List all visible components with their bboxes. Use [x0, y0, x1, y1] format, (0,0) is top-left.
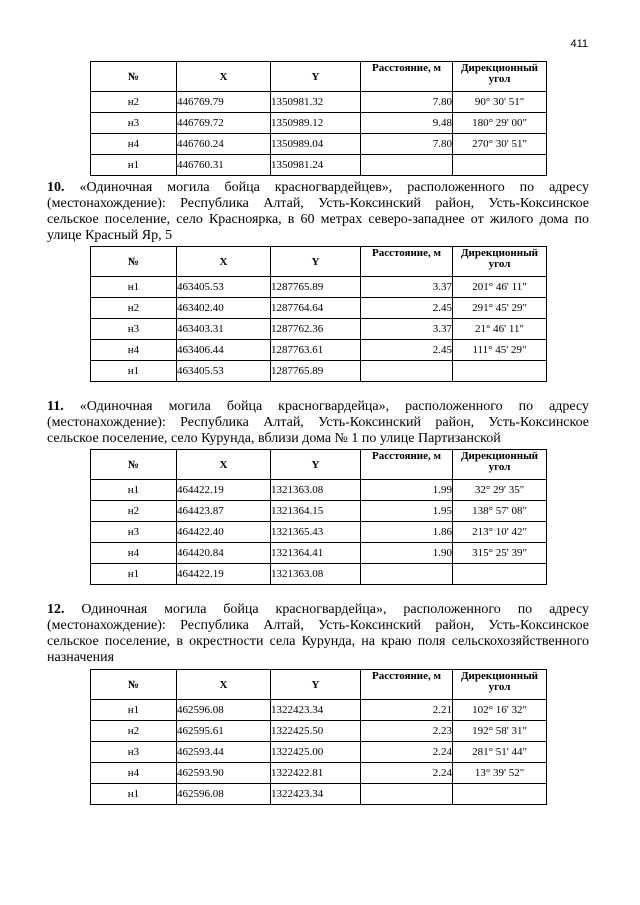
section-10	[47, 180, 589, 244]
header-no: №	[91, 247, 177, 277]
point-number-cell: н2	[91, 298, 177, 319]
point-number-cell: н1	[91, 564, 177, 585]
header-no: №	[91, 62, 177, 92]
x-coordinate-cell: 464420.84	[177, 543, 271, 564]
table-row	[91, 298, 547, 319]
header-x: X	[177, 62, 271, 92]
x-coordinate-cell: 462596.08	[177, 700, 271, 721]
header-distance: Расстояние, м	[361, 247, 453, 277]
section-11	[47, 399, 589, 447]
point-number-cell: н3	[91, 113, 177, 134]
header-angle: Дирекционный угол	[453, 247, 547, 277]
section-text-line: (местонахождение): Республика Алтай, Усть-Коксинский район, Усть-Коксинское	[47, 196, 589, 211]
x-coordinate-cell: 464423.87	[177, 501, 271, 522]
point-number-cell: н1	[91, 700, 177, 721]
x-coordinate-cell: 463402.40	[177, 298, 271, 319]
y-coordinate-cell: 1321364.41	[271, 543, 361, 564]
section-text-line: сельское поселение, в окрестности села Курунда, на краю поля	[47, 634, 446, 649]
header-y: Y	[271, 62, 361, 92]
header-no: №	[91, 670, 177, 700]
y-coordinate-cell: 1287763.61	[271, 340, 361, 361]
point-number-cell: н1	[91, 361, 177, 382]
coordinates-table-0	[90, 61, 547, 176]
section-text-line: сельское поселение, село Красноярка, в 60 метрах северо-западнее от жилого дома	[47, 212, 569, 227]
distance-cell: 3.37	[361, 277, 453, 298]
table-row	[91, 784, 547, 805]
header-y: Y	[271, 247, 361, 277]
y-coordinate-cell: 1321365.43	[271, 522, 361, 543]
section-text-line: по улице Красный Яр, 5	[47, 212, 589, 243]
distance-cell: 2.21	[361, 700, 453, 721]
direction-angle-cell	[453, 564, 547, 585]
point-number-cell: н4	[91, 134, 177, 155]
coordinates-table-11	[90, 449, 547, 585]
direction-angle-cell: 213° 10' 42"	[453, 522, 547, 543]
point-number-cell: н2	[91, 501, 177, 522]
y-coordinate-cell: 1322425.00	[271, 742, 361, 763]
distance-cell	[361, 564, 453, 585]
distance-cell	[361, 361, 453, 382]
direction-angle-cell: 281° 51' 44"	[453, 742, 547, 763]
y-coordinate-cell: 1350981.24	[271, 155, 361, 176]
section-text-line: сельское поселение, село Курунда, вблизи дома № 1 по улице Партизанской	[47, 431, 501, 446]
table-row	[91, 700, 547, 721]
point-number-cell: н2	[91, 721, 177, 742]
table-row	[91, 742, 547, 763]
y-coordinate-cell: 1287765.89	[271, 361, 361, 382]
section-text-line: (местонахождение): Республика Алтай, Усть-Коксинский район, Усть-Коксинское	[47, 415, 589, 430]
section-text-line: сельскохозяйственного назначения	[47, 634, 590, 665]
header-x: X	[177, 247, 271, 277]
point-number-cell: н1	[91, 480, 177, 501]
table-row	[91, 92, 547, 113]
header-angle: Дирекционный угол	[453, 670, 547, 700]
direction-angle-cell: 180° 29' 00"	[453, 113, 547, 134]
y-coordinate-cell: 1322425.50	[271, 721, 361, 742]
point-number-cell: н2	[91, 92, 177, 113]
x-coordinate-cell: 446769.79	[177, 92, 271, 113]
y-coordinate-cell: 1350989.04	[271, 134, 361, 155]
distance-cell: 2.24	[361, 742, 453, 763]
section-number: 12.	[47, 602, 65, 617]
y-coordinate-cell: 1350989.12	[271, 113, 361, 134]
x-coordinate-cell: 464422.19	[177, 480, 271, 501]
y-coordinate-cell: 1321363.08	[271, 564, 361, 585]
direction-angle-cell: 13° 39' 52"	[453, 763, 547, 784]
distance-cell: 2.24	[361, 763, 453, 784]
section-number: 10.	[47, 180, 65, 195]
header-no: №	[91, 450, 177, 480]
x-coordinate-cell: 446760.31	[177, 155, 271, 176]
header-x: X	[177, 450, 271, 480]
y-coordinate-cell: 1322423.34	[271, 784, 361, 805]
page-number: 411	[570, 38, 588, 50]
x-coordinate-cell: 464422.19	[177, 564, 271, 585]
header-distance: Расстояние, м	[361, 670, 453, 700]
distance-cell	[361, 784, 453, 805]
table-row	[91, 134, 547, 155]
point-number-cell: н3	[91, 742, 177, 763]
header-x: X	[177, 670, 271, 700]
direction-angle-cell: 111° 45' 29"	[453, 340, 547, 361]
x-coordinate-cell: 462596.08	[177, 784, 271, 805]
point-number-cell: н4	[91, 763, 177, 784]
table-row	[91, 155, 547, 176]
section-text-line: Одиночная могила бойца красногвардейца», расположенного по адресу	[81, 602, 589, 617]
table-header-row	[91, 62, 547, 92]
section-text-line: «Одиночная могила бойца красногвардейцев», расположенного по адресу	[79, 180, 590, 195]
y-coordinate-cell: 1287765.89	[271, 277, 361, 298]
point-number-cell: н1	[91, 155, 177, 176]
direction-angle-cell: 315° 25' 39"	[453, 543, 547, 564]
x-coordinate-cell: 463403.31	[177, 319, 271, 340]
direction-angle-cell: 291° 45' 29"	[453, 298, 547, 319]
point-number-cell: н1	[91, 784, 177, 805]
distance-cell: 2.45	[361, 340, 453, 361]
table-header-row	[91, 247, 547, 277]
section-number: 11.	[47, 399, 64, 414]
header-angle: Дирекционный угол	[453, 62, 547, 92]
coordinates-table-12	[90, 669, 547, 805]
y-coordinate-cell: 1321363.08	[271, 480, 361, 501]
direction-angle-cell: 102° 16' 32"	[453, 700, 547, 721]
coordinates-table-10	[90, 246, 547, 382]
header-y: Y	[271, 670, 361, 700]
section-12	[47, 602, 589, 666]
distance-cell: 2.23	[361, 721, 453, 742]
point-number-cell: н3	[91, 522, 177, 543]
table-header-row	[91, 450, 547, 480]
direction-angle-cell: 192° 58' 31"	[453, 721, 547, 742]
distance-cell: 7.80	[361, 134, 453, 155]
x-coordinate-cell: 446760.24	[177, 134, 271, 155]
point-number-cell: н3	[91, 319, 177, 340]
table-row	[91, 113, 547, 134]
distance-cell: 1.86	[361, 522, 453, 543]
direction-angle-cell: 32° 29' 35"	[453, 480, 547, 501]
y-coordinate-cell: 1322422.81	[271, 763, 361, 784]
distance-cell: 7.80	[361, 92, 453, 113]
table-row	[91, 763, 547, 784]
section-text-line: (местонахождение): Республика Алтай, Усть-Коксинский район, Усть-Коксинское	[47, 618, 589, 633]
x-coordinate-cell: 463405.53	[177, 361, 271, 382]
table-row	[91, 361, 547, 382]
direction-angle-cell: 270° 30' 51"	[453, 134, 547, 155]
x-coordinate-cell: 463406.44	[177, 340, 271, 361]
distance-cell: 1.99	[361, 480, 453, 501]
distance-cell: 1.95	[361, 501, 453, 522]
direction-angle-cell: 201° 46' 11"	[453, 277, 547, 298]
table-row	[91, 319, 547, 340]
direction-angle-cell	[453, 155, 547, 176]
distance-cell: 2.45	[361, 298, 453, 319]
point-number-cell: н4	[91, 340, 177, 361]
y-coordinate-cell: 1322423.34	[271, 700, 361, 721]
y-coordinate-cell: 1287762.36	[271, 319, 361, 340]
direction-angle-cell: 21° 46' 11"	[453, 319, 547, 340]
table-row	[91, 501, 547, 522]
direction-angle-cell	[453, 361, 547, 382]
y-coordinate-cell: 1321364.15	[271, 501, 361, 522]
table-row	[91, 522, 547, 543]
header-y: Y	[271, 450, 361, 480]
header-angle: Дирекционный угол	[453, 450, 547, 480]
point-number-cell: н4	[91, 543, 177, 564]
x-coordinate-cell: 462593.90	[177, 763, 271, 784]
direction-angle-cell	[453, 784, 547, 805]
table-row	[91, 564, 547, 585]
x-coordinate-cell: 464422.40	[177, 522, 271, 543]
x-coordinate-cell: 462595.61	[177, 721, 271, 742]
table-header-row	[91, 670, 547, 700]
section-text-line: «Одиночная могила бойца красногвардейца», расположенного по адресу	[79, 399, 589, 414]
header-distance: Расстояние, м	[361, 62, 453, 92]
table-row	[91, 277, 547, 298]
distance-cell: 3.37	[361, 319, 453, 340]
x-coordinate-cell: 446769.72	[177, 113, 271, 134]
y-coordinate-cell: 1287764.64	[271, 298, 361, 319]
y-coordinate-cell: 1350981.32	[271, 92, 361, 113]
direction-angle-cell: 90° 30' 51"	[453, 92, 547, 113]
table-row	[91, 340, 547, 361]
header-distance: Расстояние, м	[361, 450, 453, 480]
table-row	[91, 480, 547, 501]
x-coordinate-cell: 462593.44	[177, 742, 271, 763]
direction-angle-cell: 138° 57' 08"	[453, 501, 547, 522]
distance-cell: 1.90	[361, 543, 453, 564]
table-row	[91, 543, 547, 564]
point-number-cell: н1	[91, 277, 177, 298]
distance-cell: 9.48	[361, 113, 453, 134]
distance-cell	[361, 155, 453, 176]
table-row	[91, 721, 547, 742]
x-coordinate-cell: 463405.53	[177, 277, 271, 298]
